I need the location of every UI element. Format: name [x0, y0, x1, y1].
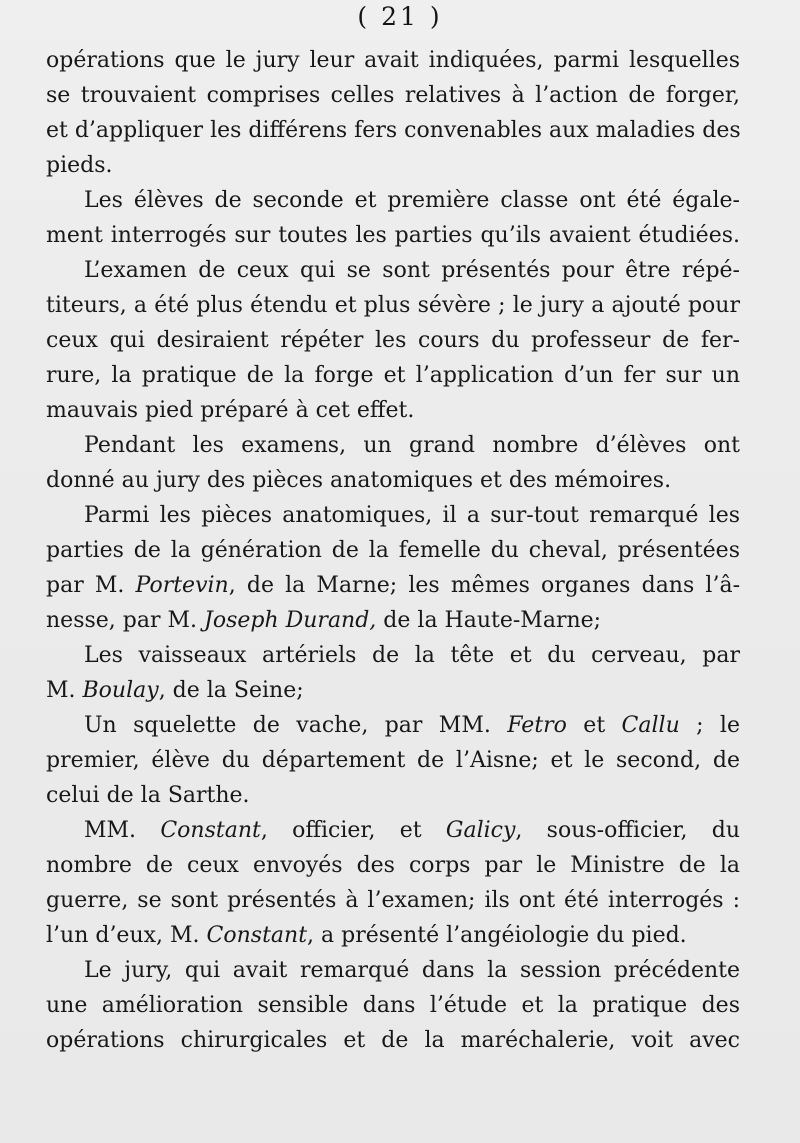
- text-line: [46, 848, 740, 883]
- text-run: ment interrogés sur toutes les parties qu’ils avaient étudiées.: [46, 223, 740, 248]
- text-line: [46, 393, 740, 428]
- text-run: MM.: [84, 818, 161, 843]
- text-run: se trouvaient comprises celles relatives à l’action de forger,: [46, 83, 740, 108]
- text-line: [46, 743, 740, 778]
- text-line: [46, 533, 740, 568]
- text-run: par M.: [46, 573, 136, 598]
- text-line: [46, 603, 740, 638]
- italic-name: Constant: [160, 818, 261, 843]
- text-run: opérations chirurgicales et de la maréchalerie, voit avec: [46, 1028, 740, 1053]
- text-run: l’un d’eux, M.: [46, 923, 207, 948]
- italic-name: Callu: [621, 713, 680, 738]
- italic-name: Boulay: [82, 678, 159, 703]
- text-line: [46, 253, 740, 288]
- text-line: [46, 428, 740, 463]
- text-run: , de la Marne; les mêmes organes dans l’â-: [228, 573, 740, 598]
- text-run: Les vaisseaux artériels de la tête et du cerveau, par: [84, 643, 740, 668]
- text-run: Parmi les pièces anatomiques, il a sur-tout remarqué les: [84, 503, 740, 528]
- text-run: nesse, par M.: [46, 608, 204, 633]
- text-line: [46, 463, 740, 498]
- text-run: Les élèves de seconde et première classe ont été égale-: [84, 188, 740, 213]
- text-line: [46, 988, 740, 1023]
- text-run: donné au jury des pièces anatomiques et des mémoires.: [46, 468, 672, 493]
- text-line: [46, 288, 740, 323]
- text-run: parties de la génération de la femelle du cheval, présentées: [46, 538, 740, 563]
- text-line: [46, 638, 740, 673]
- text-line: [46, 708, 740, 743]
- text-run: , officier, et: [260, 818, 446, 843]
- italic-name: Fetro: [507, 713, 567, 738]
- text-line: [46, 323, 740, 358]
- text-line: [46, 498, 740, 533]
- text-run: L’examen de ceux qui se sont présentés pour être répé-: [84, 258, 740, 283]
- text-line: [46, 183, 740, 218]
- text-line: [46, 813, 740, 848]
- text-run: Pendant les examens, un grand nombre d’élèves ont: [84, 433, 740, 458]
- text-line: [46, 78, 740, 113]
- italic-name: Portevin: [135, 573, 229, 598]
- text-run: Le jury, qui avait remarqué dans la session précédente: [84, 958, 740, 983]
- text-run: mauvais pied préparé à cet effet.: [46, 398, 415, 423]
- text-line: [46, 673, 740, 708]
- italic-name: Constant: [206, 923, 308, 948]
- text-line: [46, 148, 740, 183]
- text-line: [46, 918, 740, 953]
- text-run: de la Haute-Marne;: [376, 608, 602, 633]
- text-line: [46, 1023, 740, 1058]
- italic-name: Galicy: [445, 818, 516, 843]
- text-line: [46, 883, 740, 918]
- text-run: celui de la Sarthe.: [46, 783, 250, 808]
- text-run: et: [566, 713, 622, 738]
- text-run: ; le: [679, 713, 740, 738]
- text-run: nombre de ceux envoyés des corps par le Ministre de la: [46, 853, 740, 878]
- text-run: rure, la pratique de la forge et l’application d’un fer sur un: [46, 363, 740, 388]
- text-line: [46, 778, 740, 813]
- text-line: [46, 568, 740, 603]
- text-run: ceux qui desiraient répéter les cours du professeur de fer-: [46, 328, 740, 353]
- text-line: [46, 113, 740, 148]
- text-line: [46, 43, 740, 78]
- page-number: ( 21 ): [357, 2, 443, 31]
- text-run: premier, élève du département de l’Aisne; et le second, de: [46, 748, 740, 773]
- text-line: [46, 953, 740, 988]
- text-run: , sous-officier, du: [515, 818, 740, 843]
- body-text: [46, 43, 740, 1058]
- text-run: , de la Seine;: [158, 678, 304, 703]
- text-run: guerre, se sont présentés à l’examen; ils ont été interrogés :: [46, 888, 740, 913]
- text-run: Un squelette de vache, par MM.: [84, 713, 508, 738]
- italic-name: Joseph Durand,: [204, 608, 377, 633]
- text-line: [46, 358, 740, 393]
- text-run: pieds.: [46, 153, 113, 178]
- text-run: et d’appliquer les différens fers convenables aux maladies des: [46, 118, 741, 143]
- text-run: une amélioration sensible dans l’étude et la pratique des: [46, 993, 740, 1018]
- text-line: [46, 218, 740, 253]
- text-run: opérations que le jury leur avait indiquées, parmi lesquelles: [46, 48, 740, 73]
- text-run: M.: [46, 678, 83, 703]
- text-run: , a présenté l’angéiologie du pied.: [307, 923, 687, 948]
- text-run: titeurs, a été plus étendu et plus sévère ; le jury a ajouté pour: [46, 293, 740, 318]
